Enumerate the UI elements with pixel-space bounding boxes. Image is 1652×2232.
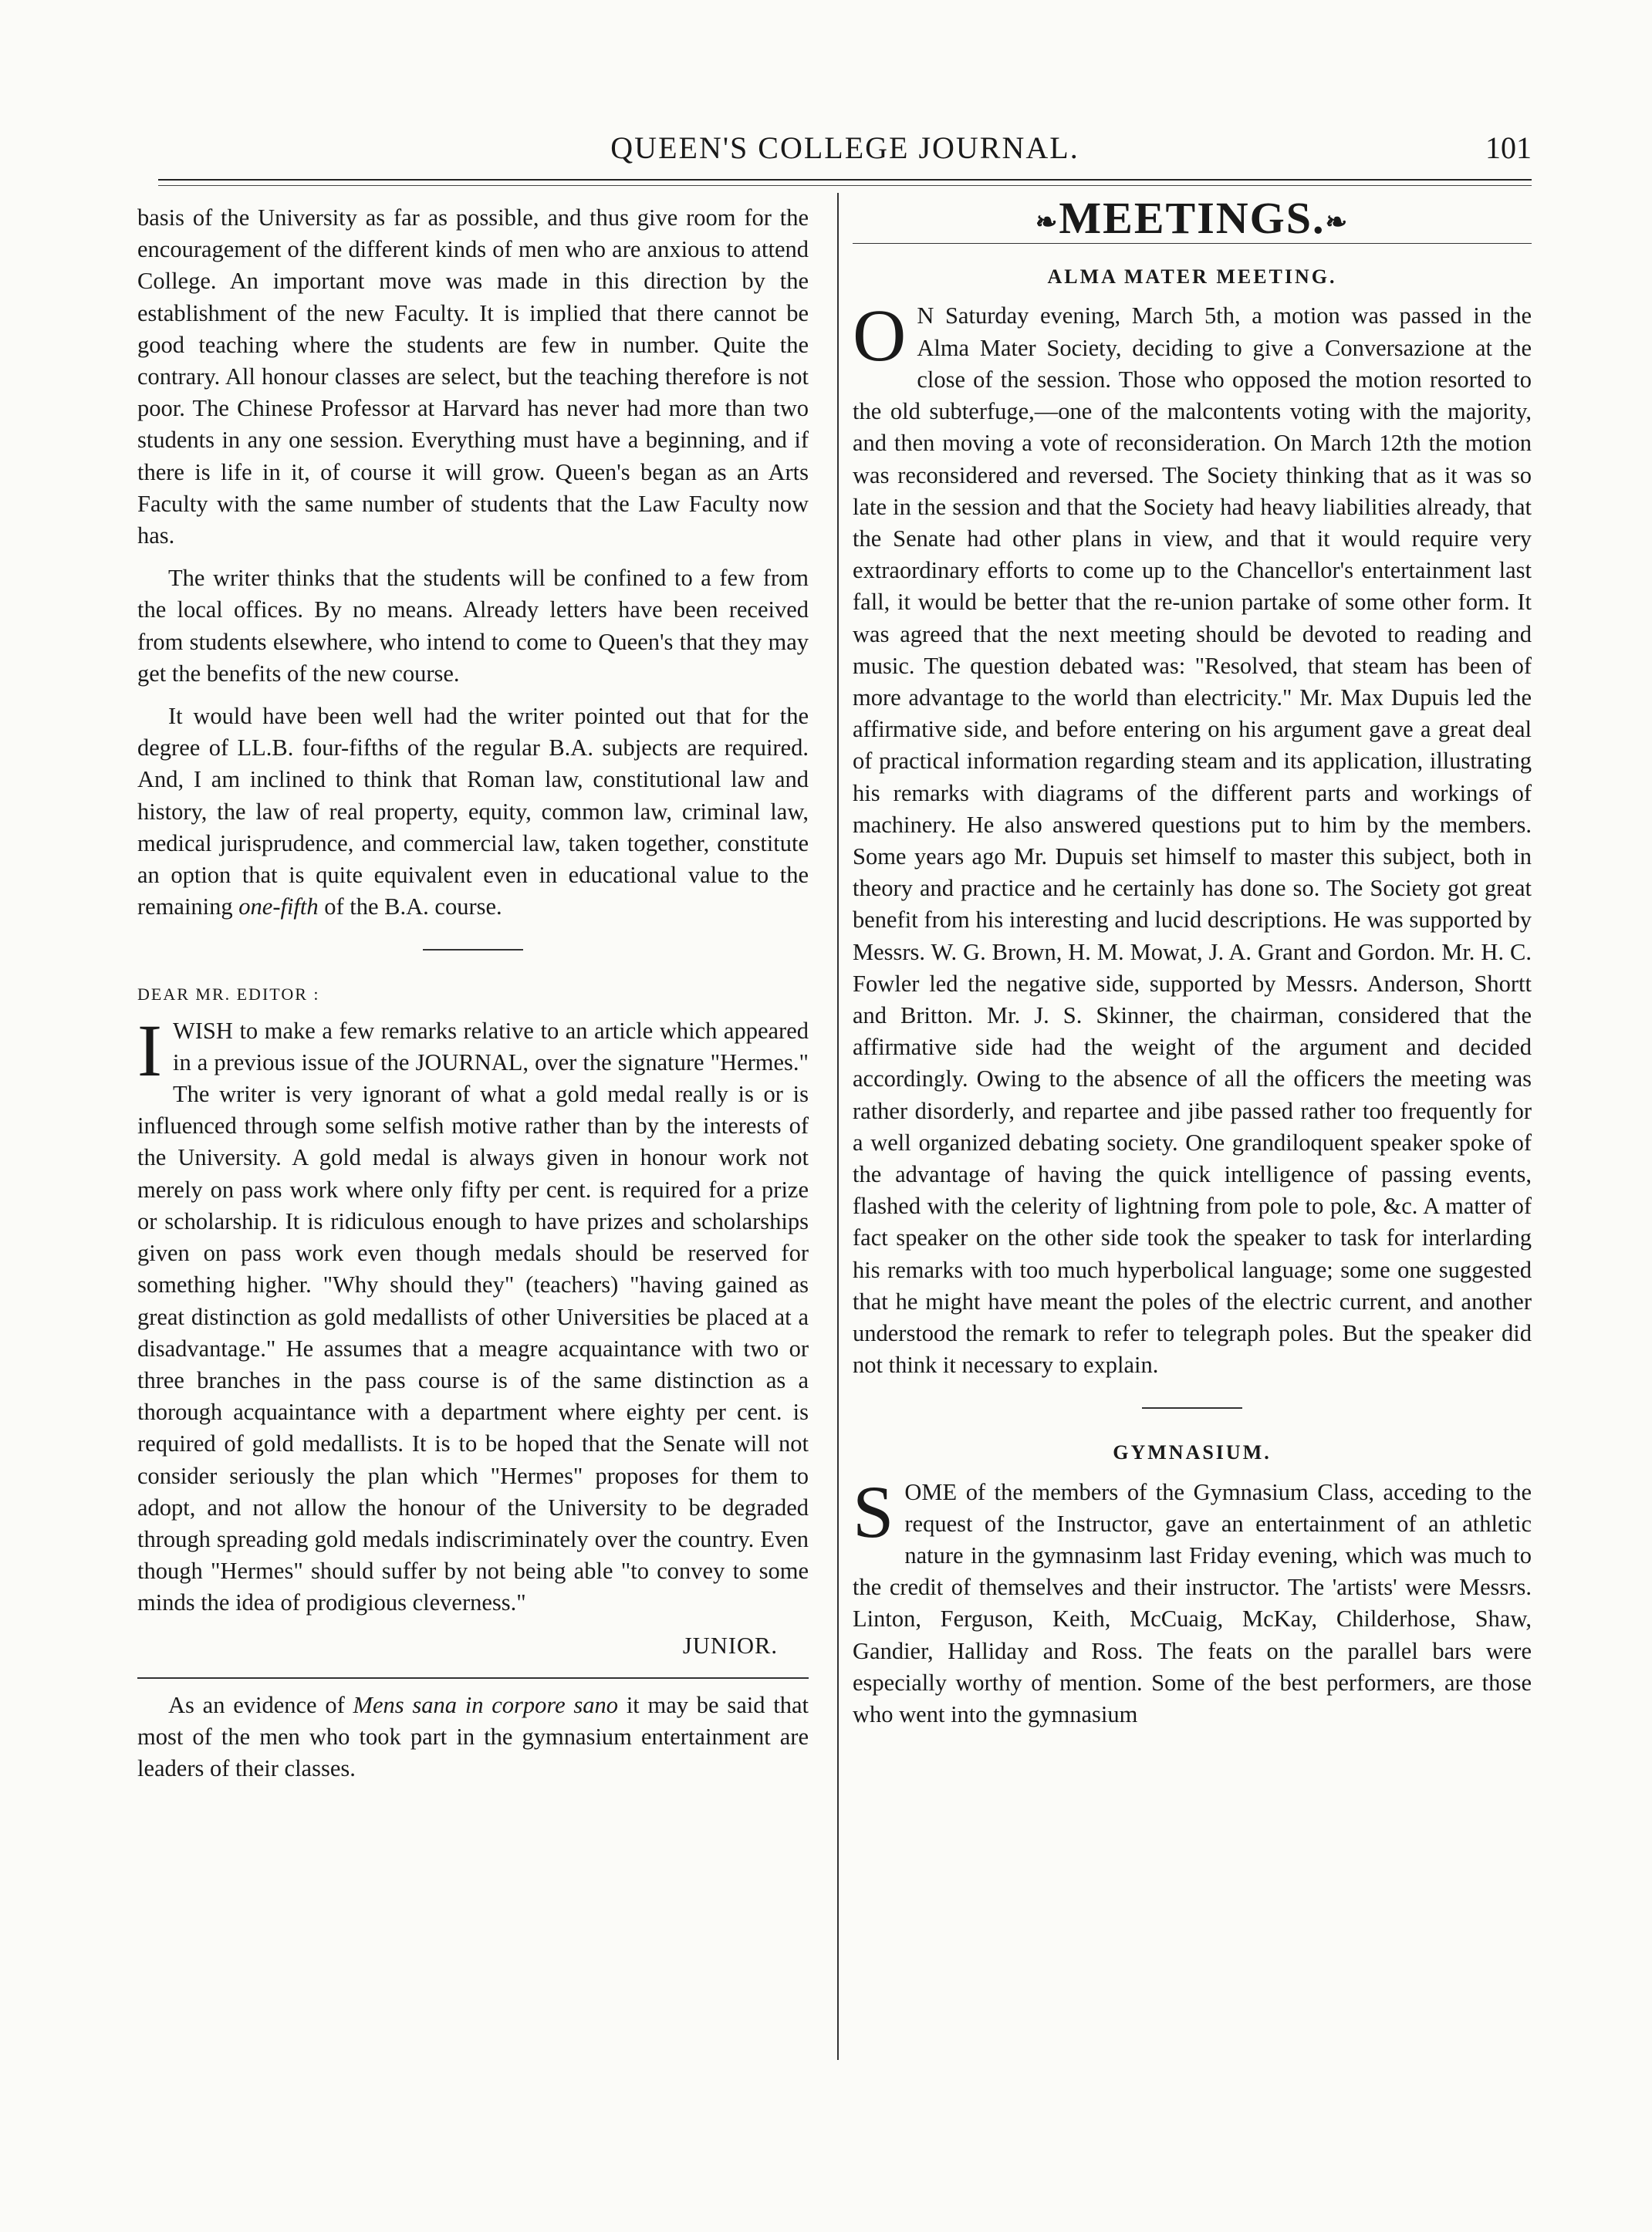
letter-body	[137, 1008, 809, 1619]
letter-salutation: DEAR MR. EDITOR :	[137, 984, 320, 1005]
page-header	[158, 130, 1532, 176]
left-paragraph-3	[137, 701, 809, 923]
header-rule-thin	[158, 185, 1532, 186]
gym-separator	[1142, 1407, 1242, 1409]
gymnasium-body	[853, 1470, 1532, 1731]
left-paragraph-2: The writer thinks that the students will be confined to a few from the local offices. By no means. Already letters have been received from students elsewhere, who intend to come to Queen's that they may get the benefits of the new course.	[137, 565, 809, 687]
para3-emphasis: one-fifth	[238, 893, 319, 920]
page-number: 101	[1485, 130, 1532, 165]
ornament-left-icon: ❧	[1035, 208, 1059, 238]
column-divider	[837, 193, 839, 2060]
section-title-text: MEETINGS.	[1059, 193, 1326, 243]
section-title	[853, 193, 1532, 243]
letter-text: WISH to make a few remarks relative to an article which appeared in a previous issue of the JOURNAL, over the signature "Hermes." The writer is very ignorant of what a gold medal really is or is influenced through some selfish motive rather than by the interests of the University. A gold medal is always given in honour work not merely on pass work where only fifty per cent. is required for a prize or scholarship. It is ridiculous enough to have prizes and scholarships given on pass work even though medals should be reserved for something higher. "Why should they" (teachers) "having gained as great distinction as gold medallists of other Universities be placed at a disadvantage." He assumes that a meagre acquaintance with two or three branches in the pass course is of the same distinction as a thorough acquaintance with a department where eighty per cent. is required of gold medallists. It is to be hoped that the Senate will not consider seriously the plan which "Hermes" proposes for them to adopt, and not allow the honour of the University to be degraded through spreading gold medals indiscriminately over the country. Even though "Hermes" should suffer by not being able "to convey to some minds the idea of prodigious cleverness."	[137, 1017, 809, 1616]
letter-signature: JUNIOR.	[682, 1632, 778, 1659]
note-text-after: it may be said that most of the men who took part in the gymnasium entertainment are leaders of their classes.	[137, 1691, 809, 1782]
ornament-right-icon: ❧	[1325, 208, 1350, 238]
gym-text: OME of the members of the Gymnasium Class, acceding to the request of the Instructor, gave an entertainment of an athletic nature in the gymnasinm last Friday evening, which was much to the credit of themselves and their instructor. The 'artists' were Messrs. Linton, Ferguson, Keith, McCuaig, McKay, Childerhose, Shaw, Gandier, Halliday and Ross. The feats on the parallel bars were especially worthy of mention. Some of the best performers, are those who went into the gymnasium	[853, 1478, 1532, 1728]
gym-dropcap: S	[853, 1470, 894, 1553]
letter-dropcap: I	[137, 1008, 162, 1092]
closing-note	[137, 1690, 809, 1785]
left-column	[137, 202, 809, 1795]
para3-text-after: of the B.A. course.	[324, 893, 502, 920]
right-column	[853, 193, 1532, 1741]
left-paragraph-1: basis of the University as far as possible, and thus give room for the encouragement of the different kinds of men who are anxious to attend College. An important move was made in this direction by the establishment of the new Faculty. It is implied that there cannot be good teaching where the students are few in number. Quite the contrary. All honour classes are select, but the teaching therefore is not poor. The Chinese Professor at Harvard has never had more than two students in any one session. Everything must have a beginning, and if there is life in it, of course it will grow. Queen's began as an Arts Faculty with the same number of students that the Law Faculty now has.	[137, 204, 809, 549]
alma-dropcap: O	[853, 294, 907, 377]
note-separator	[137, 1677, 809, 1679]
section-title-rule	[853, 243, 1532, 244]
gymnasium-heading: GYMNASIUM.	[1113, 1441, 1272, 1464]
note-emphasis: Mens sana in corpore sano	[353, 1691, 619, 1718]
para3-text-before: It would have been well had the writer pointed out that for the degree of LL.B. four-fifths of the regular B.A. subjects are required. And, I am inclined to think that Roman law, constitutional law and history, the law of real property, equity, common law, criminal law, medical jurisprudence, and commercial law, taken together, constitute an option that is quite equivalent even in educational value to the remaining	[137, 703, 809, 920]
alma-text: N Saturday evening, March 5th, a motion was passed in the Alma Mater Society, deciding to give a Conversazione at the close of the session. Those who opposed the motion resorted to the old subterfuge,—one of the malcontents voting with the majority, and then moving a vote of reconsideration. On March 12th the motion was reconsidered and reversed. The Society thinking that as it was so late in the session and that the Society had heavy liabilities already, that the Senate had other plans in view, and that it would require very extraordinary efforts to come up to the Chancellor's entertainment last fall, it would be better that the re-union partake of some other form. It was agreed that the next meeting should be devoted to reading and music. The question debated was: "Resolved, that steam has been of more advantage to the world than electricity." Mr. Max Dupuis led the affirmative side, and before entering on his argument gave a great deal of practical information regarding steam and its application, illustrating his remarks with diagrams of the different parts and workings of machinery. He also answered questions put to him by the members. Some years ago Mr. Dupuis set himself to master this subject, both in theory and practice and he certainly has done so. The Society got great benefit from his interesting and lucid descriptions. He was supported by Messrs. W. G. Brown, H. M. Mowat, J. A. Grant and Gordon. Mr. H. C. Fowler led the negative side, supported by Messrs. Anderson, Shortt and Britton. Mr. J. S. Skinner, the chairman, considered that the affirmative side had the weight of the argument and decided accordingly. Owing to the absence of all the officers the meeting was rather disorderly, and repartee and jibe passed rather too frequently for a well organized debating society. One grandiloquent speaker spoke of the advantage of having the quick intelligence of passing events, flashed with the celerity of lightning from pole to pole, &c. A matter of fact speaker on the other side took the speaker to task for interlarding his remarks with too much hyperbolical language; some one suggested that he might have meant the poles of the electric current, and another understood the remark to refer to telegraph poles. But the speaker did not think it necessary to explain.	[853, 302, 1532, 1379]
section-separator	[423, 949, 523, 951]
note-text-before: As an evidence of	[168, 1691, 345, 1718]
alma-mater-heading: ALMA MATER MEETING.	[1047, 265, 1337, 289]
running-title: QUEEN'S COLLEGE JOURNAL.	[610, 130, 1079, 165]
alma-mater-body	[853, 294, 1532, 1381]
header-rule	[158, 179, 1532, 181]
